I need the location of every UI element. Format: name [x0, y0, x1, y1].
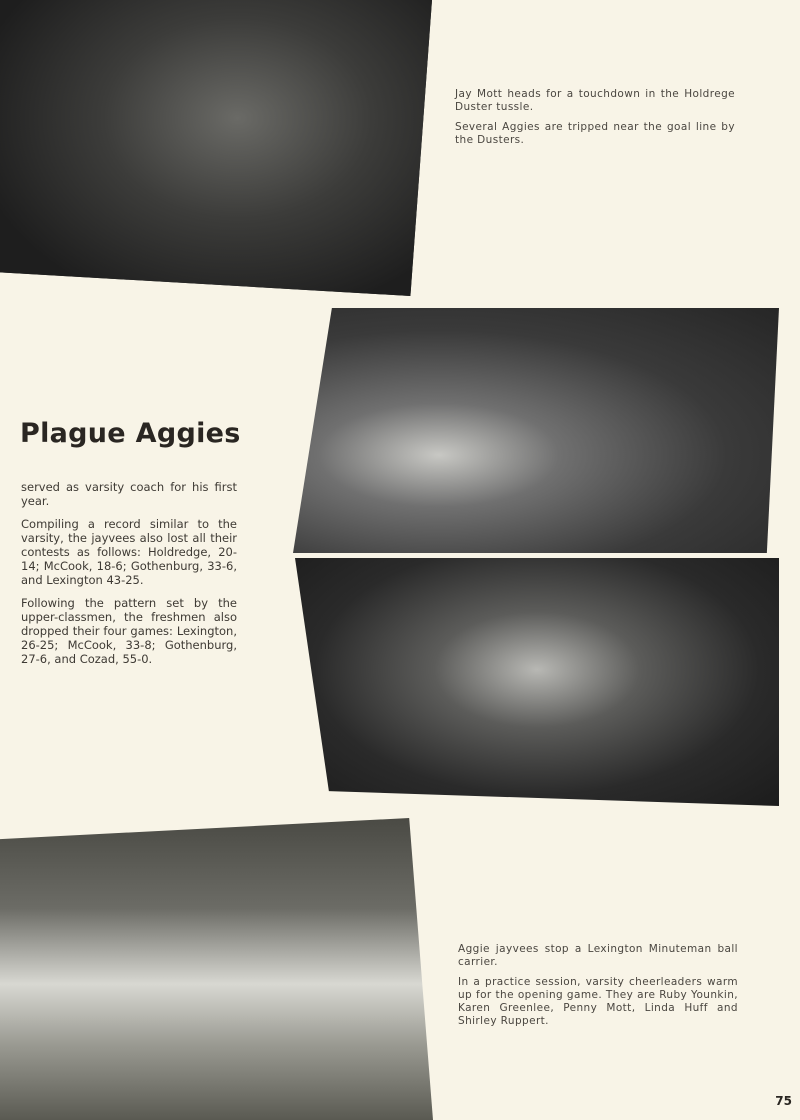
- caption-text: Aggie jayvees stop a Lexington Minuteman ball carrier.: [458, 943, 738, 968]
- caption-text: Jay Mott heads for a touchdown in the Holdrege Duster tussle.: [455, 88, 735, 113]
- page-number: 75: [775, 1094, 792, 1108]
- section-heading: Plague Aggies: [20, 418, 241, 449]
- body-paragraph: Following the pattern set by the upper-classmen, the freshmen also dropped their four games: Lexington, 26-25; McCook, 33-8; Gothenburg, 27-6, and Cozad, 55-0.: [21, 596, 237, 666]
- caption-text: In a practice session, varsity cheerleaders warm up for the opening game. They are Ruby Younkin, Karen Greenlee, Penny Mott, Linda Huff and Shirley Ruppert.: [458, 976, 738, 1027]
- photo-jayvee-tackle: [295, 558, 779, 806]
- caption-top: [455, 88, 735, 154]
- body-text: [21, 480, 237, 675]
- photo-cheerleaders: [0, 818, 433, 1120]
- photo-touchdown-run: [0, 0, 432, 296]
- caption-bottom: [458, 943, 738, 1035]
- caption-text: Several Aggies are tripped near the goal line by the Dusters.: [455, 121, 735, 146]
- body-paragraph: Compiling a record similar to the varsity, the jayvees also lost all their contests as follows: Holdredge, 20-14; McCook, 18-6; Gothenburg, 33-6, and Lexington 43-25.: [21, 517, 237, 587]
- photo-referee-goal-line: [293, 308, 779, 553]
- body-paragraph: served as varsity coach for his first year.: [21, 480, 237, 508]
